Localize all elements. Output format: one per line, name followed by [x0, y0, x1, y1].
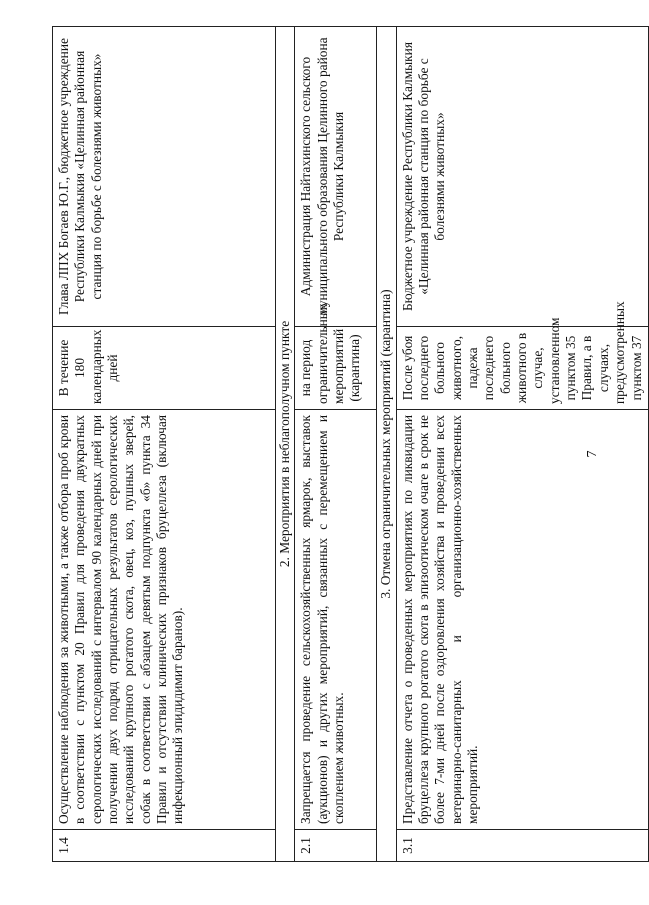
table-row [396, 27, 648, 862]
term-text: В течение 180 календарных дней [53, 327, 276, 410]
responsible-text: Бюджетное учреждение Республики Калмыкия «Целинная районная станция по борьбе с болезнями животных» [396, 27, 648, 327]
table-row [295, 27, 377, 862]
term-text: на период ограничительных мероприятий (карантина) [295, 327, 377, 410]
term-text: После убоя последнего больного животного, падежа последнего больного животного в случае, установленном пунктом 35 Правил, а в случаях, предусмотренных пунктом 37 [396, 327, 648, 410]
measure-text: Запрещается проведение сельскохозяйственных ярмарок, выставок (аукционов) и других мероприятий, связанных с перемещением и скоплением животных. [295, 410, 377, 830]
section-title: 2. Мероприятия в неблагополучном пункте [276, 27, 295, 862]
page-number: 7 [585, 450, 600, 458]
row-number: 1.4 [53, 830, 276, 862]
table-row [53, 27, 276, 862]
responsible-text: Администрация Найтахинского сельского муниципального образования Целинного района Республики Калмыкия [295, 27, 377, 327]
responsible-text: Глава ЛПХ Богаев Ю.Г., бюджетное учреждение Республики Калмыкия «Целинная районная станция по борьбе с болезнями животных» [53, 27, 276, 327]
rotated-landscape-page [52, 27, 644, 862]
section-title: 3. Отмена ограничительных мероприятий (карантина) [377, 27, 396, 862]
section-header [276, 27, 295, 862]
section-header [377, 27, 396, 862]
measure-text: Осуществление наблюдения за животными, а также отбора проб крови в соответствии с пунктом 20 Правил для проведения двукратных серологических исследований с интервалом 90 календарных дней при получении двух подряд отрицательных результатов серологических исследований крупного рогатого скота, овец, коз, пушных зверей, собак в соответствии с абзацем девятым подпункта «б» пункта 34 Правил и отсутствии клинических признаков бруцеллеза (включая инфекционный эпидидимит баранов). [53, 410, 276, 830]
row-number: 3.1 [396, 830, 648, 862]
row-number: 2.1 [295, 830, 377, 862]
measure-text: Представление отчета о проведенных мероприятиях по ликвидации бруцеллеза крупного рогатого скота в эпизоотическом очаге в срок не более 7-ми дней после оздоровления хозяйства и проведении всех ветеринарно-санитарных и организационно-хозяйственных мероприятий. [396, 410, 648, 830]
measures-table [52, 26, 649, 862]
